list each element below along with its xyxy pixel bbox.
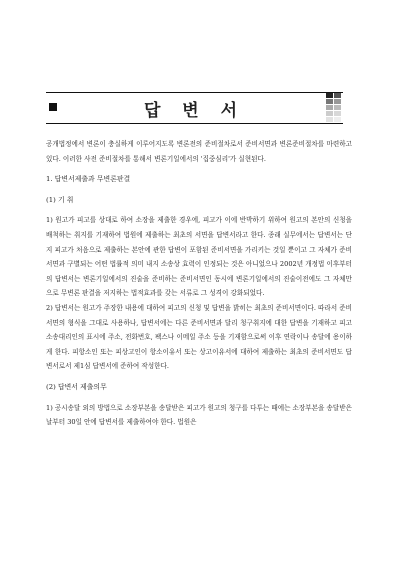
title-bar <box>46 92 343 124</box>
page-title: 답 변 서 <box>143 101 246 121</box>
subsection-heading-obligation: (2) 답변서 제출의무 <box>46 382 107 391</box>
body-paragraph-1: 1) 원고가 피고를 상대로 하여 소장을 제출한 경우에, 피고가 이에 반박하기 위하여 원고의 본안의 신청을 배척하는 취지를 기재하여 법원에 제출하는 최초의 서면을 답변서라고 한다. 종래 실무에서는 답변서는 단지 피고가 처음으로 제출하는 본안에 관한 답변이 포함된 준비서면을 가리키는 것일 뿐이고 그 자체가 준비서면과 구별되는 어떤 법률적 의미 내지 소송상 효력이 인정되는 것은 아니었으나 2002년 개정법 이후부터의 답변서는 변론기일에서의 진술을 준비하는 준비서면인 동시에 변론기일에서의 진술이전에도 그 자체만으로 무변론 판결을 저지하는 법적효과를 갖는 서류로 그 성격이 강화되었다. <box>46 216 352 298</box>
intro-paragraph: 공개법정에서 변론이 충실하게 이루어지도록 변론전의 준비절차로서 준비서면과 변론준비절차를 마련하고 있다. 이러한 사전 준비절차를 통해서 변론기일에서의 '집중심리'가 실현된다. <box>46 140 352 163</box>
decorative-bars-left <box>326 93 333 123</box>
body-paragraph-3: 1) 공시송달 외의 방법으로 소장부본을 송달받은 피고가 원고의 청구를 다투는 때에는 소장부본을 송달받은 날부터 30일 안에 답변서를 제출하여야 한다. 법원은 <box>46 403 352 427</box>
section-heading: 1. 답변서제출과 무변론판결 <box>46 175 131 184</box>
body-paragraph-2: 2) 답변서는 원고가 주장한 내용에 대하여 피고의 신청 및 답변을 밝히는 최초의 준비서면이다. 따라서 준비서면의 형식을 그대로 사용하나, 답변서에는 다른 준비서면과 달리 청구취지에 대한 답변을 기재하고 피고 소송대리인의 표시에 주소, 전화번호, 팩스나 이메일 주소 등을 기재함으로써 이후 연락이나 송달에 용이하게 한다. 피항소인 또는 피상고인이 항소이유서 또는 상고이유서에 대하여 제출하는 최초의 준비서면도 답변서로서 제1심 답변서에 준하여 작성한다. <box>46 303 352 371</box>
document-body <box>46 137 352 430</box>
subsection-heading-purpose: (1) 기 취 <box>46 195 74 204</box>
decorative-bars-right <box>334 93 341 123</box>
